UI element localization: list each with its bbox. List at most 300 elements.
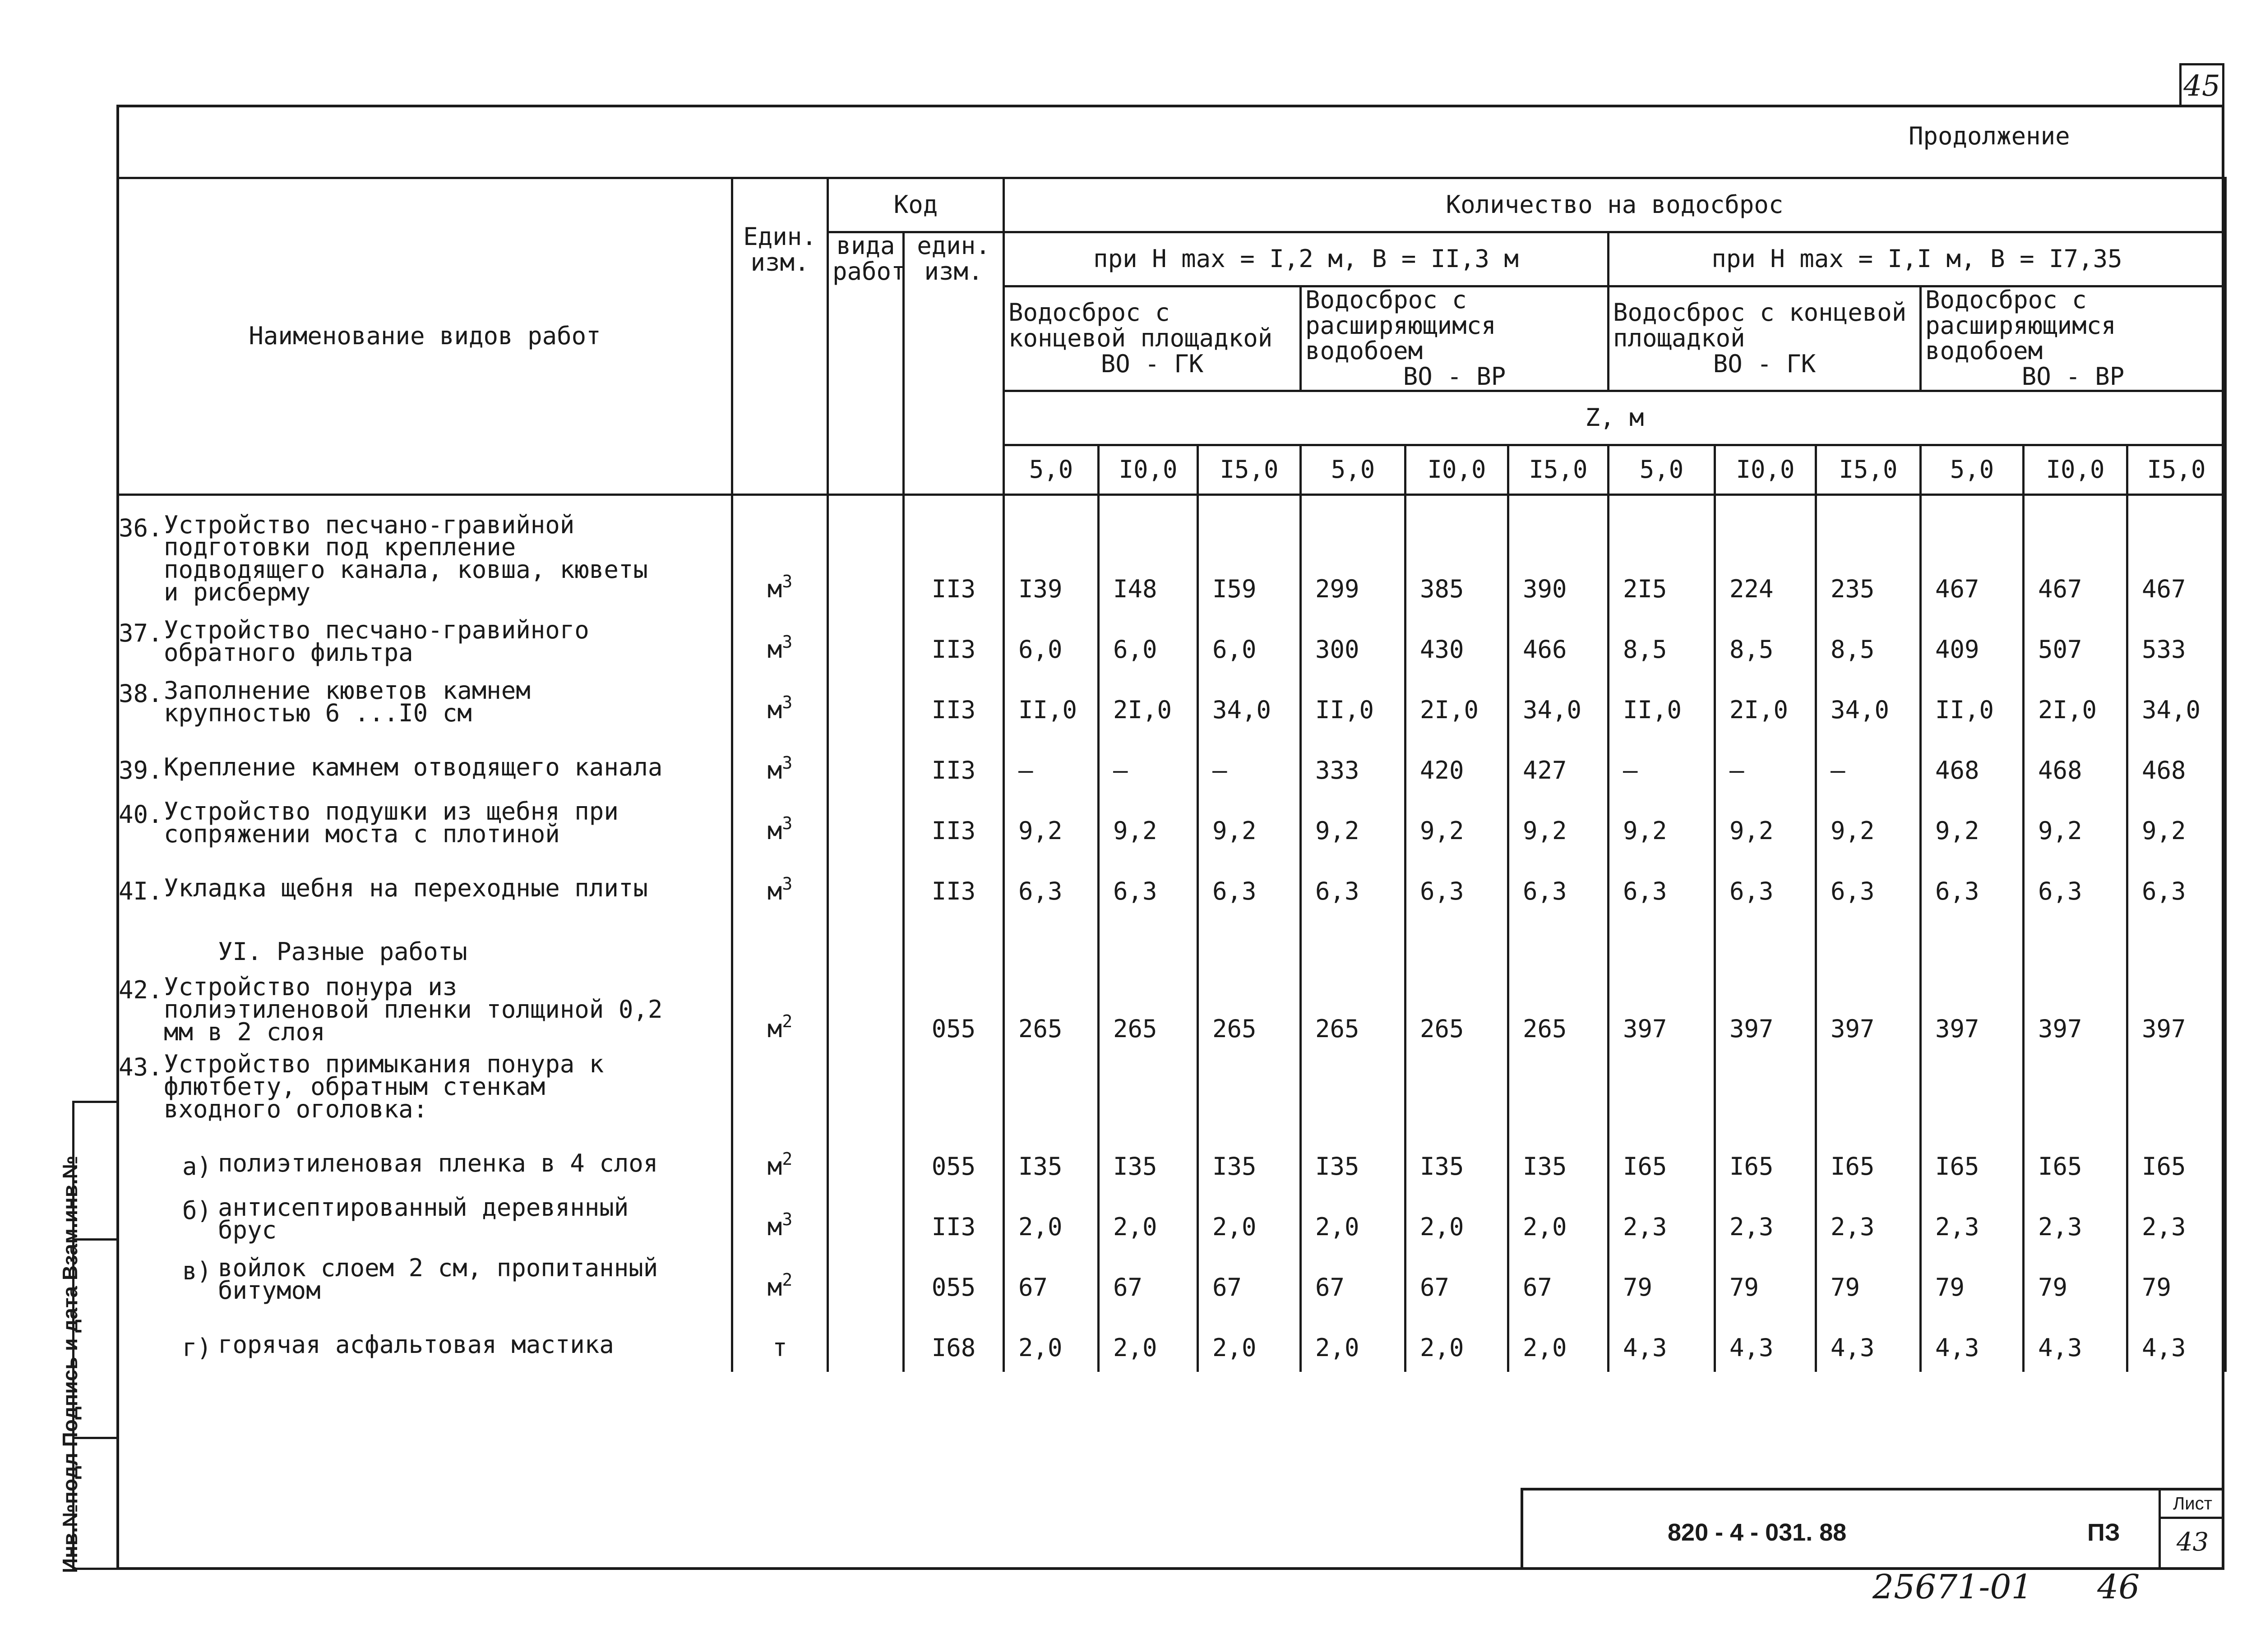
unit: м: [767, 877, 782, 906]
work-name-cell: [118, 1130, 732, 1191]
work-name-cell: [118, 855, 732, 915]
work-code-cell: [828, 494, 904, 613]
quantity-value: 6,3: [1508, 855, 1609, 915]
quantity-value: 67: [1405, 1251, 1508, 1311]
work-name-cell: [118, 1191, 732, 1251]
header-name: Наименование видов работ: [118, 178, 732, 495]
unit: м: [767, 1152, 782, 1181]
type-2-code: ВО - ВР: [1403, 362, 1506, 391]
quantity-value: 333: [1301, 734, 1405, 794]
work-name-cell: [118, 734, 732, 794]
empty-cell: [1508, 915, 1609, 976]
quantity-value: 507: [2024, 613, 2127, 674]
table-row: [118, 1251, 2226, 1311]
unit-code: I68: [904, 1311, 1004, 1372]
header-type-4: [1921, 286, 2226, 391]
unit: м: [767, 575, 782, 604]
quantity-value: 397: [1816, 976, 1921, 1053]
quantity-value: 265: [1508, 976, 1609, 1053]
work-name-cell: [118, 1251, 732, 1311]
header-code-work: вида работ: [828, 232, 904, 495]
empty-cell: [1715, 915, 1816, 976]
quantity-value: 265: [1099, 976, 1198, 1053]
quantity-value: [1004, 1053, 1099, 1130]
header-code: Код: [828, 178, 1004, 232]
unit-exponent: 3: [782, 1209, 793, 1230]
quantity-value: I65: [1715, 1130, 1816, 1191]
quantity-value: 2,3: [1609, 1191, 1715, 1251]
item-number: в): [182, 1257, 212, 1286]
quantity-value: 9,2: [1715, 794, 1816, 855]
header-condition-2: при H max = I,I м, B = I7,35: [1609, 232, 2226, 286]
quantity-value: 468: [2127, 734, 2226, 794]
item-number: б): [182, 1196, 212, 1225]
quantity-value: 397: [2127, 976, 2226, 1053]
unit-code: II3: [904, 794, 1004, 855]
unit: м: [767, 1213, 782, 1241]
quantity-value: 235: [1816, 494, 1921, 613]
inventory-strip: [43, 1101, 116, 1573]
work-name-cell: [118, 1311, 732, 1372]
header-type-1: [1004, 286, 1301, 391]
quantity-value: 6,0: [1004, 613, 1099, 674]
quantity-value: II,0: [1609, 674, 1715, 734]
quantity-value: 6,3: [1816, 855, 1921, 915]
quantity-value: 420: [1405, 734, 1508, 794]
table-row: [118, 674, 2226, 734]
quantity-value: 397: [1921, 976, 2024, 1053]
work-code-cell: [828, 1053, 904, 1130]
sheet-box: [2159, 1490, 2224, 1570]
quantity-value: I65: [1921, 1130, 2024, 1191]
item-number: 36.: [119, 513, 163, 542]
quantity-value: 385: [1405, 494, 1508, 613]
unit-cell: [732, 1251, 828, 1311]
work-code-cell: [828, 674, 904, 734]
quantity-value: 79: [1609, 1251, 1715, 1311]
unit-cell: [732, 794, 828, 855]
z-value-header: I0,0: [1405, 445, 1508, 494]
quantity-value: 79: [2127, 1251, 2226, 1311]
unit-cell: [732, 855, 828, 915]
quantity-value: 467: [2127, 494, 2226, 613]
table-row: [118, 976, 2226, 1053]
work-code-cell: [828, 613, 904, 674]
unit-exponent: 2: [782, 1011, 793, 1032]
item-number: 38.: [119, 679, 163, 708]
empty-cell: [904, 915, 1004, 976]
quantity-value: –: [1609, 734, 1715, 794]
work-name: полиэтиленовая пленка в 4 слоя: [218, 1149, 658, 1178]
work-code-cell: [828, 734, 904, 794]
table-body: [118, 494, 2226, 1372]
empty-cell: [1921, 915, 2024, 976]
work-name-cell: [118, 613, 732, 674]
type-4-name: Водосброс с расширяющимся водобоем: [1925, 286, 2116, 365]
unit-code: 055: [904, 976, 1004, 1053]
quantity-value: 6,3: [1099, 855, 1198, 915]
work-name-cell: [118, 973, 732, 1053]
quantity-value: I35: [1099, 1130, 1198, 1191]
item-number: 43.: [119, 1053, 163, 1082]
quantity-value: 2,0: [1405, 1191, 1508, 1251]
type-2-name: Водосброс с расширяющимся водобоем: [1305, 286, 1496, 365]
z-value-header: 5,0: [1921, 445, 2024, 494]
quantity-value: 9,2: [2127, 794, 2226, 855]
unit-code: [904, 1053, 1004, 1130]
quantity-value: 79: [1816, 1251, 1921, 1311]
work-name: Устройство примыкания понура к флютбету, обратным стенкам входного оголовка:: [164, 1050, 604, 1123]
item-number: 37.: [119, 619, 163, 648]
unit-exponent: 2: [782, 1270, 793, 1290]
quantity-value: –: [1004, 734, 1099, 794]
quantity-value: I48: [1099, 494, 1198, 613]
unit-code: II3: [904, 674, 1004, 734]
table-row: [118, 613, 2226, 674]
quantity-value: 6,3: [1004, 855, 1099, 915]
quantity-value: 9,2: [1921, 794, 2024, 855]
quantity-value: 2,0: [1198, 1311, 1301, 1372]
quantity-value: I65: [2127, 1130, 2226, 1191]
sheet-number: 43: [2176, 1527, 2209, 1557]
empty-cell: [1816, 915, 1921, 976]
quantity-value: 2,0: [1405, 1311, 1508, 1372]
quantity-value: 2,0: [1508, 1311, 1609, 1372]
quantity-value: 8,5: [1816, 613, 1921, 674]
work-name-cell: [118, 674, 732, 734]
empty-cell: [2024, 915, 2127, 976]
unit-code: II3: [904, 1191, 1004, 1251]
section-title: УI. Разные работы: [118, 915, 732, 976]
quantity-value: 67: [1301, 1251, 1405, 1311]
empty-cell: [1198, 915, 1301, 976]
work-name: Устройство понура из полиэтиленовой пленки толщиной 0,2 мм в 2 слоя: [164, 973, 663, 1046]
item-number: 39.: [119, 756, 163, 785]
quantity-value: 430: [1405, 613, 1508, 674]
empty-cell: [828, 915, 904, 976]
unit-cell: [732, 674, 828, 734]
z-value-header: I5,0: [1198, 445, 1301, 494]
work-name: Заполнение кюветов камнем крупностью 6 ...I0 см: [164, 676, 531, 727]
quantity-value: [2127, 1053, 2226, 1130]
quantity-value: I65: [1816, 1130, 1921, 1191]
quantity-value: 409: [1921, 613, 2024, 674]
work-name: Устройство песчано-гравийного обратного фильтра: [164, 616, 589, 667]
work-code-cell: [828, 1311, 904, 1372]
quantity-value: 2,3: [2024, 1191, 2127, 1251]
item-number: 4I.: [119, 877, 163, 906]
unit-code: 055: [904, 1130, 1004, 1191]
quantity-value: I35: [1004, 1130, 1099, 1191]
quantity-value: 6,3: [1198, 855, 1301, 915]
quantity-value: 299: [1301, 494, 1405, 613]
quantity-value: –: [1198, 734, 1301, 794]
empty-cell: [1301, 915, 1405, 976]
archive-note: [1872, 1568, 2140, 1606]
header-code-unit: един. изм.: [904, 232, 1004, 495]
work-name-cell: [118, 494, 732, 613]
work-name-cell: [118, 1050, 732, 1130]
quantity-value: 4,3: [1921, 1311, 2024, 1372]
title-block: [1521, 1488, 2224, 1570]
quantity-value: I35: [1301, 1130, 1405, 1191]
quantity-value: 34,0: [1816, 674, 1921, 734]
empty-cell: [1609, 915, 1715, 976]
type-1-name: Водосброс с концевой площадкой: [1008, 298, 1273, 353]
quantity-value: 2,0: [1301, 1311, 1405, 1372]
quantity-value: [1198, 1053, 1301, 1130]
quantity-value: I65: [2024, 1130, 2127, 1191]
quantity-value: [2024, 1053, 2127, 1130]
unit: м: [767, 1273, 782, 1302]
quantity-value: 6,3: [1609, 855, 1715, 915]
work-name-cell: [118, 794, 732, 855]
unit-cell: [732, 1053, 828, 1130]
unit: м: [767, 1015, 782, 1043]
quantity-value: 6,3: [1405, 855, 1508, 915]
work-name: Укладка щебня на переходные плиты: [164, 874, 648, 903]
type-3-name: Водосброс с концевой площадкой: [1613, 298, 1907, 353]
quantity-value: II,0: [1301, 674, 1405, 734]
work-name: горячая асфальтовая мастика: [218, 1330, 614, 1359]
quantity-value: 8,5: [1609, 613, 1715, 674]
quantity-value: [1405, 1053, 1508, 1130]
quantity-value: I35: [1405, 1130, 1508, 1191]
quantity-value: 6,3: [2024, 855, 2127, 915]
quantity-value: 9,2: [1816, 794, 1921, 855]
archive-page: 46: [2097, 1568, 2140, 1606]
item-number: а): [182, 1152, 212, 1181]
continued-label: Продолжение: [1909, 122, 2070, 150]
z-value-header: I0,0: [1099, 445, 1198, 494]
quantity-value: 2I,0: [1715, 674, 1816, 734]
table-row: [118, 1311, 2226, 1372]
unit-cell: [732, 1191, 828, 1251]
section-row: [118, 915, 2226, 976]
quantity-value: 2I,0: [1405, 674, 1508, 734]
unit-exponent: 3: [782, 632, 793, 652]
table-row: [118, 1191, 2226, 1251]
quantity-value: 4,3: [1816, 1311, 1921, 1372]
unit-cell: [732, 1130, 828, 1191]
quantity-value: [1921, 1053, 2024, 1130]
unit-cell: [732, 734, 828, 794]
table-row: [118, 855, 2226, 915]
quantity-value: 265: [1405, 976, 1508, 1053]
archive-number: 25671-01: [1872, 1568, 2033, 1606]
quantity-value: –: [1816, 734, 1921, 794]
work-name: войлок слоем 2 см, пропитанный битумом: [218, 1254, 658, 1305]
empty-cell: [1405, 915, 1508, 976]
quantity-value: 9,2: [1508, 794, 1609, 855]
z-value-header: 5,0: [1609, 445, 1715, 494]
empty-cell: [1099, 915, 1198, 976]
quantity-value: II,0: [1921, 674, 2024, 734]
quantity-value: 397: [1715, 976, 1816, 1053]
quantity-value: 67: [1508, 1251, 1609, 1311]
quantity-value: 2,3: [1715, 1191, 1816, 1251]
quantity-value: 468: [2024, 734, 2127, 794]
quantity-value: 4,3: [1715, 1311, 1816, 1372]
unit-exponent: 3: [782, 692, 793, 713]
work-code-cell: [828, 794, 904, 855]
work-name: Устройство песчано-гравийной подготовки под крепление подводящего канала, ковша, кюветы и рисберму: [164, 510, 648, 606]
quantity-value: 4,3: [1609, 1311, 1715, 1372]
quantity-value: 467: [2024, 494, 2127, 613]
quantity-value: [1508, 1053, 1609, 1130]
header-unit: Един. изм.: [732, 178, 828, 495]
quantity-value: 2I5: [1609, 494, 1715, 613]
item-number: 42.: [119, 976, 163, 1005]
type-3-code: ВО - ГК: [1713, 349, 1816, 378]
quantity-value: 9,2: [2024, 794, 2127, 855]
quantity-value: 79: [1921, 1251, 2024, 1311]
inventory-strip-text: Инв.№подл Подпись и дата Взам.инв.№: [58, 1155, 82, 1573]
quantity-value: 2,3: [2127, 1191, 2226, 1251]
page-number-handwritten: 45: [2179, 63, 2224, 107]
quantity-value: 9,2: [1609, 794, 1715, 855]
empty-cell: [1004, 915, 1099, 976]
unit: м: [767, 696, 782, 724]
unit-code: 055: [904, 1251, 1004, 1311]
quantity-value: II,0: [1004, 674, 1099, 734]
quantity-value: I59: [1198, 494, 1301, 613]
unit-code: II3: [904, 613, 1004, 674]
quantity-value: 2,3: [1816, 1191, 1921, 1251]
header-z: Z, м: [1004, 391, 2226, 445]
unit-exponent: 2: [782, 1149, 793, 1169]
unit-code: II3: [904, 734, 1004, 794]
quantity-value: 468: [1921, 734, 2024, 794]
unit: м: [767, 756, 782, 785]
works-table: [116, 177, 2227, 1372]
quantity-value: 4,3: [2127, 1311, 2226, 1372]
table-row: [118, 794, 2226, 855]
quantity-value: 8,5: [1715, 613, 1816, 674]
quantity-value: 6,0: [1099, 613, 1198, 674]
quantity-value: 9,2: [1198, 794, 1301, 855]
quantity-value: 6,3: [1301, 855, 1405, 915]
z-value-header: I5,0: [1816, 445, 1921, 494]
type-1-code: ВО - ГК: [1100, 349, 1204, 378]
quantity-value: I35: [1508, 1130, 1609, 1191]
z-value-header: I0,0: [2024, 445, 2127, 494]
table-row: [118, 1053, 2226, 1130]
quantity-value: 2,0: [1004, 1191, 1099, 1251]
quantity-value: 467: [1921, 494, 2024, 613]
z-value-header: I5,0: [1508, 445, 1609, 494]
quantity-value: [1715, 1053, 1816, 1130]
quantity-value: 2,0: [1004, 1311, 1099, 1372]
unit-cell: [732, 1311, 828, 1372]
quantity-value: [1816, 1053, 1921, 1130]
quantity-value: 9,2: [1004, 794, 1099, 855]
quantity-value: [1301, 1053, 1405, 1130]
table-row: [118, 734, 2226, 794]
work-name: Крепление камнем отводящего канала: [164, 753, 663, 782]
quantity-value: 67: [1099, 1251, 1198, 1311]
work-name: антисептированный деревянный брус: [218, 1193, 629, 1244]
work-code-cell: [828, 1130, 904, 1191]
unit: т: [772, 1334, 787, 1362]
sheet-label: Лист: [2161, 1490, 2224, 1519]
unit: м: [767, 635, 782, 664]
quantity-value: 6,3: [1921, 855, 2024, 915]
quantity-value: 2,0: [1508, 1191, 1609, 1251]
quantity-value: 79: [2024, 1251, 2127, 1311]
quantity-value: 2,3: [1921, 1191, 2024, 1251]
quantity-value: 34,0: [1198, 674, 1301, 734]
unit-exponent: 3: [782, 572, 793, 592]
quantity-value: –: [1715, 734, 1816, 794]
quantity-value: 79: [1715, 1251, 1816, 1311]
quantity-value: 390: [1508, 494, 1609, 613]
quantity-value: 300: [1301, 613, 1405, 674]
type-4-code: ВО - ВР: [2021, 362, 2125, 391]
quantity-value: 466: [1508, 613, 1609, 674]
header-quantity: Количество на водосброс: [1004, 178, 2226, 232]
quantity-value: [1099, 1053, 1198, 1130]
document-number: 820 - 4 - 031. 88: [1668, 1519, 1847, 1546]
table-row: [118, 494, 2226, 613]
quantity-value: 265: [1004, 976, 1099, 1053]
quantity-value: I65: [1609, 1130, 1715, 1191]
quantity-value: 9,2: [1405, 794, 1508, 855]
quantity-value: 533: [2127, 613, 2226, 674]
unit-code: II3: [904, 855, 1004, 915]
quantity-value: 2,0: [1099, 1191, 1198, 1251]
work-code-cell: [828, 1251, 904, 1311]
quantity-value: –: [1099, 734, 1198, 794]
quantity-value: [1609, 1053, 1715, 1130]
work-code-cell: [828, 1191, 904, 1251]
quantity-value: 2I,0: [2024, 674, 2127, 734]
work-code-cell: [828, 976, 904, 1053]
z-value-header: I0,0: [1715, 445, 1816, 494]
quantity-value: 224: [1715, 494, 1816, 613]
quantity-value: 2,0: [1099, 1311, 1198, 1372]
header-condition-1: при H max = I,2 м, B = II,3 м: [1004, 232, 1609, 286]
quantity-value: I35: [1198, 1130, 1301, 1191]
quantity-value: 265: [1198, 976, 1301, 1053]
quantity-value: 265: [1301, 976, 1405, 1053]
header-type-2: [1301, 286, 1609, 391]
quantity-value: 6,0: [1198, 613, 1301, 674]
header-type-3: [1609, 286, 1921, 391]
unit-cell: [732, 613, 828, 674]
z-value-header: 5,0: [1004, 445, 1099, 494]
quantity-value: 9,2: [1301, 794, 1405, 855]
item-number: г): [182, 1334, 212, 1362]
quantity-value: 67: [1004, 1251, 1099, 1311]
quantity-value: 427: [1508, 734, 1609, 794]
quantity-value: 2,0: [1301, 1191, 1405, 1251]
z-value-header: I5,0: [2127, 445, 2226, 494]
unit-code: II3: [904, 494, 1004, 613]
quantity-value: 34,0: [2127, 674, 2226, 734]
quantity-value: 2I,0: [1099, 674, 1198, 734]
unit-exponent: 3: [782, 813, 793, 834]
unit-cell: [732, 976, 828, 1053]
unit-exponent: 3: [782, 874, 793, 894]
table-row: [118, 1130, 2226, 1191]
quantity-value: 34,0: [1508, 674, 1609, 734]
empty-cell: [732, 915, 828, 976]
unit-exponent: 3: [782, 753, 793, 773]
unit: м: [767, 817, 782, 845]
quantity-value: 6,3: [1715, 855, 1816, 915]
quantity-value: 67: [1198, 1251, 1301, 1311]
